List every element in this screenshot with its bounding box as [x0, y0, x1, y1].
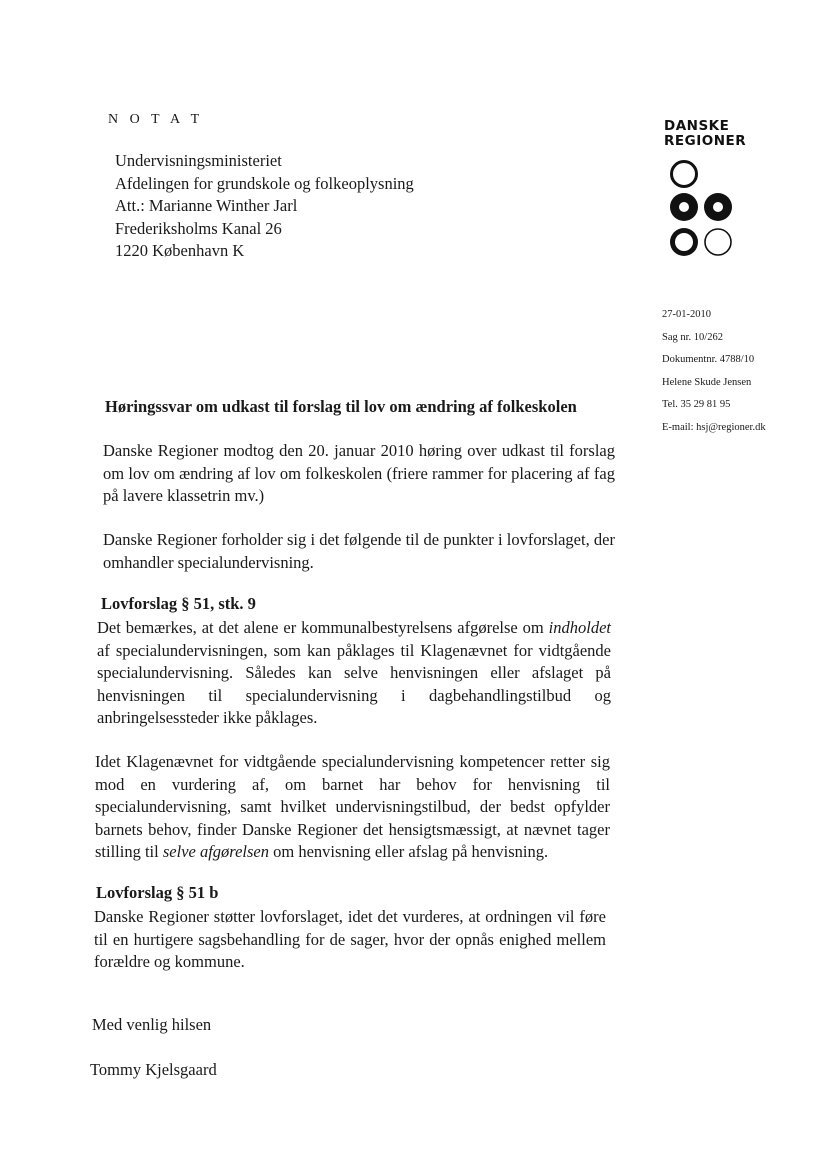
meta-case-number: Sag nr. 10/262	[662, 331, 723, 343]
recipient-address	[115, 150, 414, 263]
logo-line-1: DANSKE	[664, 118, 730, 134]
logo-wordmark	[664, 119, 746, 149]
paragraph-scope: Danske Regioner forholder sig i det følgende til de punkter i lovforslaget, der omhandler specialundervisning.	[103, 530, 615, 572]
emphasis-text: selve afgørelsen	[162, 842, 270, 861]
paragraph-section-1-cont	[95, 751, 610, 864]
logo-line-2: REGIONER	[664, 133, 747, 149]
signature-name: Tommy Kjelsgaard	[90, 1060, 217, 1079]
paragraph-section-2: Danske Regioner støtter lovforslaget, idet det vurderes, at ordningen vil føre til en hurtigere sagsbehandling for de sager, hvor der opnås enighed mellem forældre og kommune.	[94, 907, 606, 971]
document-title: Høringssvar om udkast til forslag til lov om ændring af folkeskolen	[105, 397, 577, 416]
recipient-line: Afdelingen for grundskole og folkeoplysning	[115, 173, 414, 193]
text-run: af specialundervisningen, som kan påklages til Klagenævnet for vidtgående specialundervisning. Således kan selve henvisningen eller afslaget på henvisningen til specialundervisning i dagbehandlingstilbud og anbringelsessteder ikke påklages.	[97, 640, 611, 727]
text-run: om henvisning eller afslag på henvisning.	[269, 842, 549, 861]
recipient-line: Att.: Marianne Winther Jarl	[115, 196, 298, 215]
case-metadata	[662, 304, 766, 439]
paragraph-section-1	[97, 617, 611, 730]
meta-author: Helene Skude Jensen	[662, 376, 752, 388]
recipient-line: 1220 København K	[115, 241, 245, 260]
meta-phone: Tel. 35 29 81 95	[662, 399, 731, 410]
closing-salutation: Med venlig hilsen	[92, 1015, 212, 1034]
emphasis-text: indholdet	[548, 618, 611, 637]
meta-document-number: Dokumentnr. 4788/10	[662, 354, 755, 365]
meta-date: 27-01-2010	[662, 309, 711, 320]
text-run: Idet Klagenævnet for vidtgående specialundervisning kompetencer retter sig mod en vurdering af, om barnet har behov for henvisning til specialundervisning, samt hvilket undervisningstilbud, der bedst opfylder barnets behov, finder Danske Regioner det hensigtsmæssigt, at nævnet tager stilling til	[95, 752, 610, 861]
paragraph-intro: Danske Regioner modtog den 20. januar 2010 høring over udkast til forslag om lov om ændring af lov om folkeskolen (friere rammer for placering af fag på lavere klassetrin mv.)	[103, 441, 615, 505]
section-heading: Lovforslag § 51, stk. 9	[101, 594, 256, 613]
text-run: Det bemærkes, at det alene er kommunalbestyrelsens afgørelse om	[97, 618, 549, 637]
recipient-line: Frederiksholms Kanal 26	[115, 218, 282, 238]
five-circles-logo-icon	[660, 158, 740, 262]
section-heading: Lovforslag § 51 b	[96, 883, 219, 902]
meta-email: E-mail: hsj@regioner.dk	[662, 421, 766, 433]
document-type-label: N O T A T	[108, 112, 204, 127]
recipient-line: Undervisningsministeriet	[115, 151, 282, 170]
